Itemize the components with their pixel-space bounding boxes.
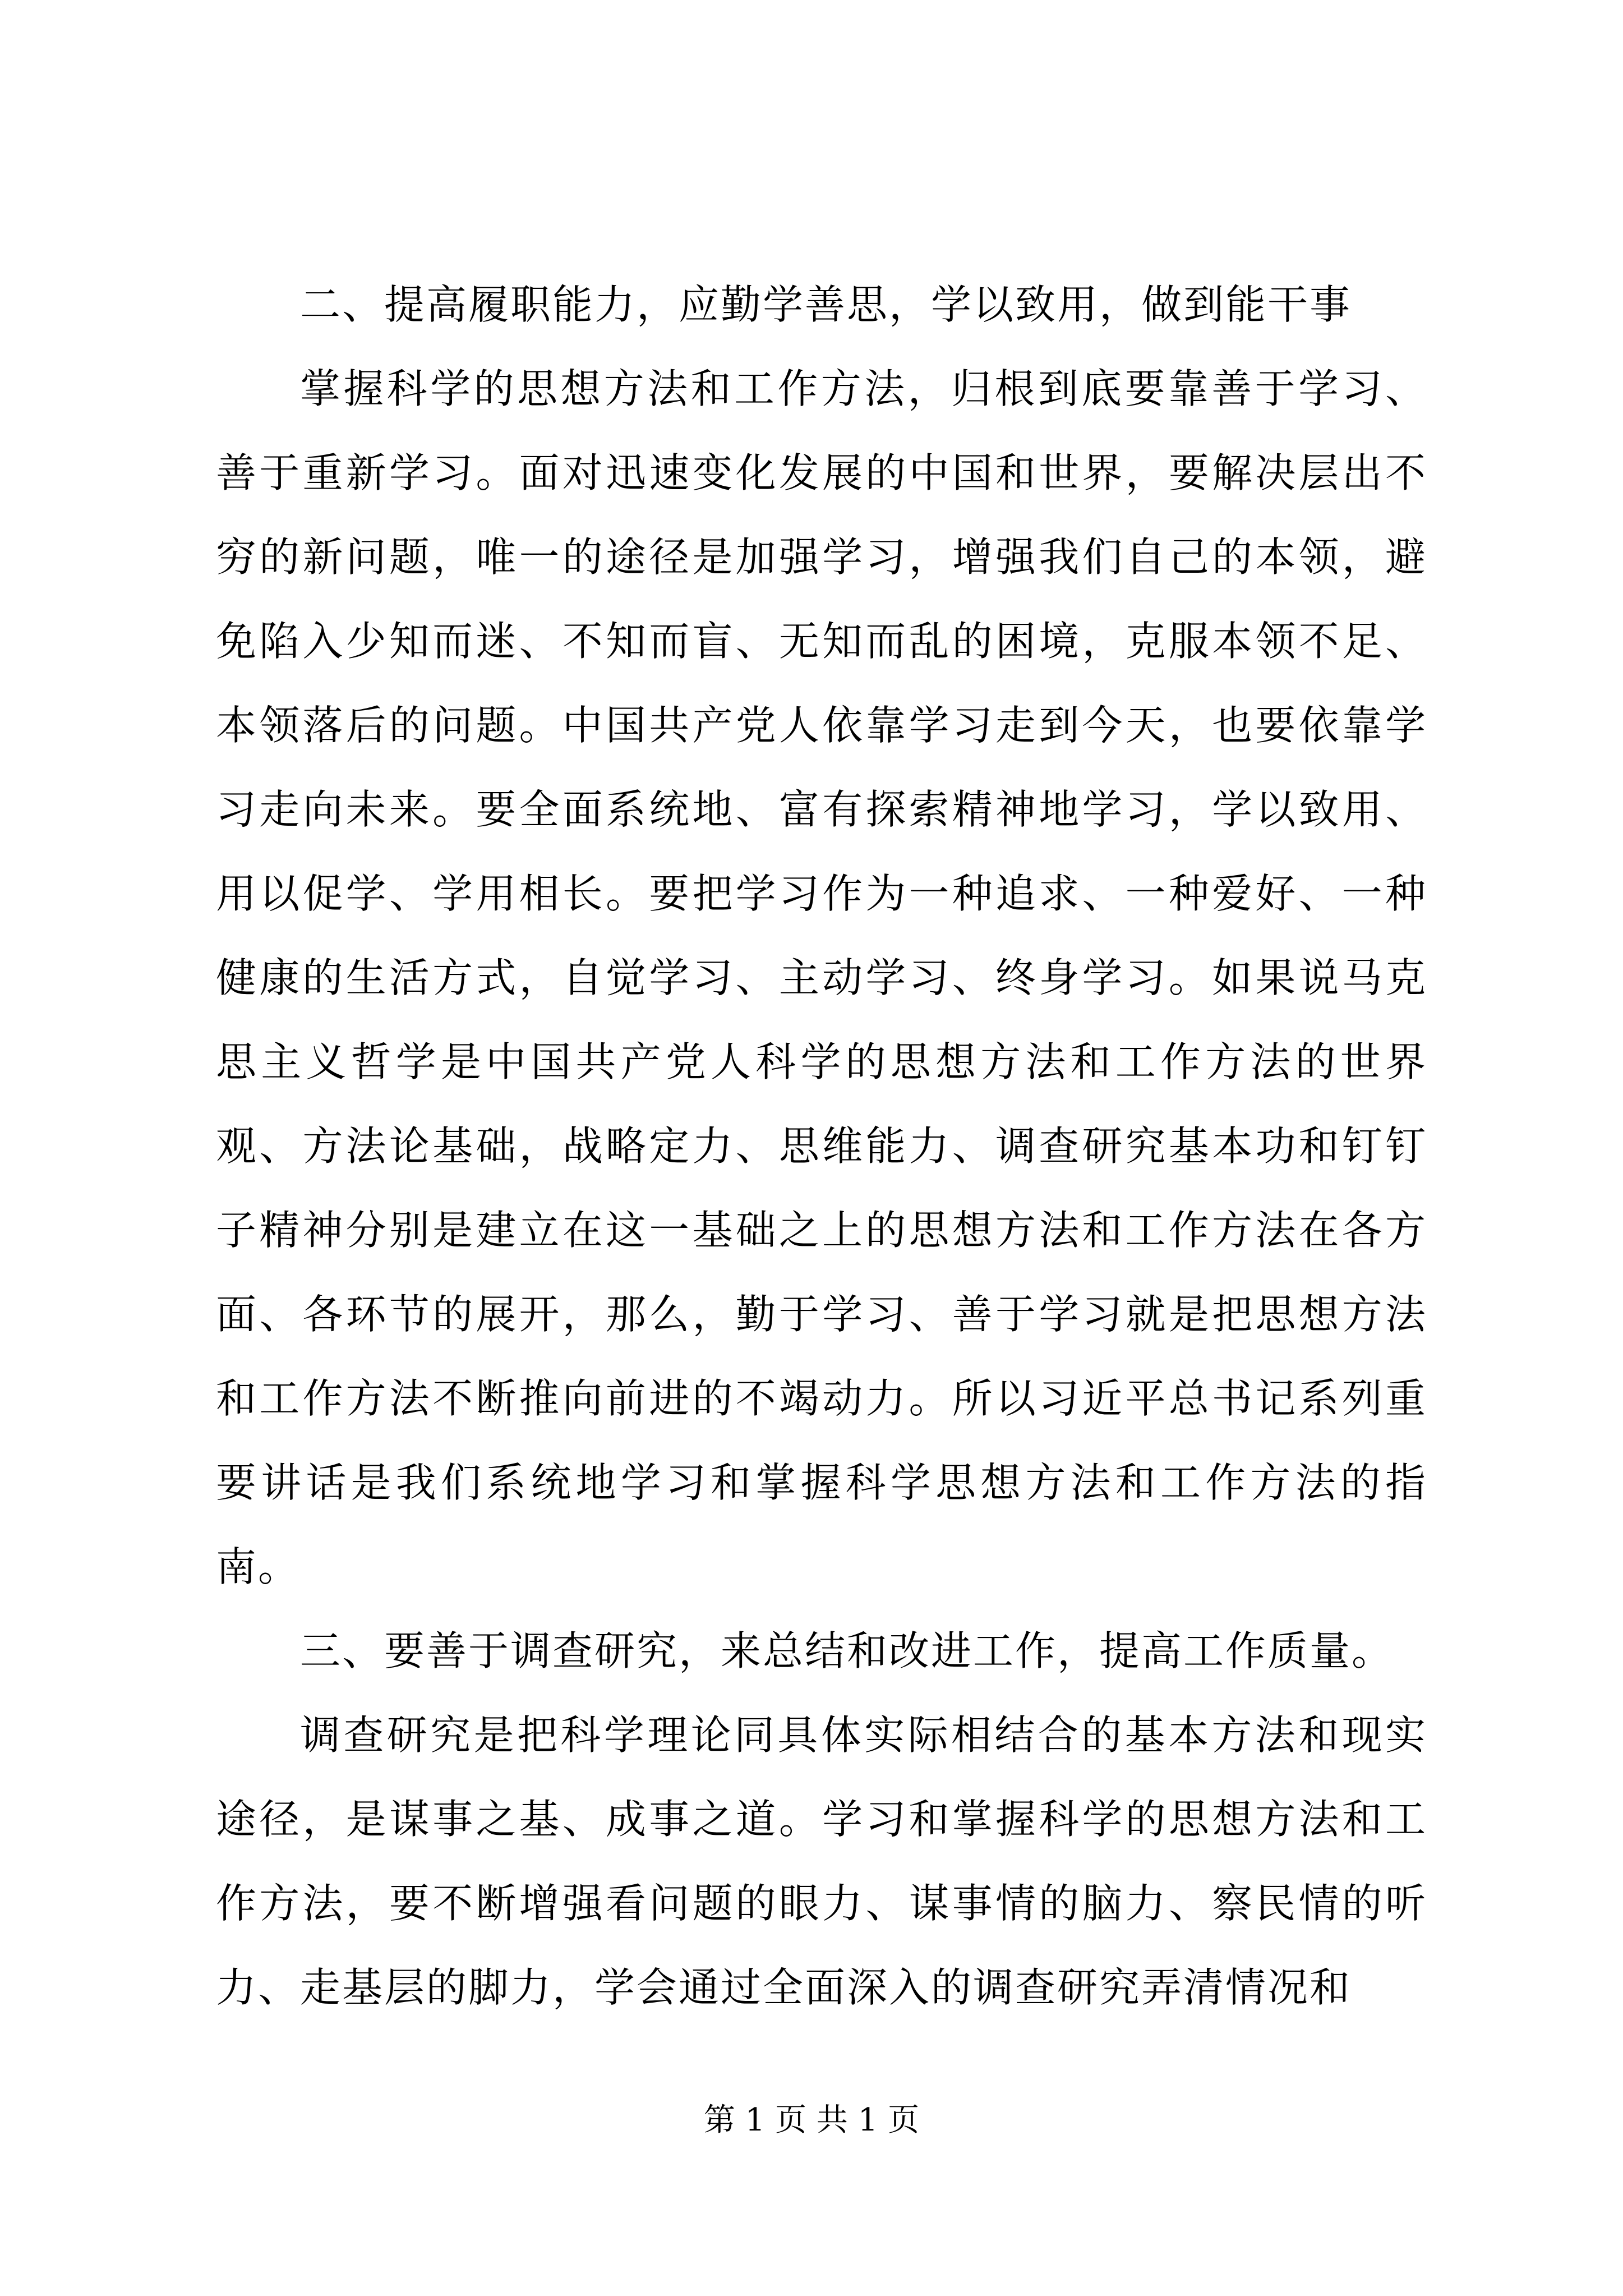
page-footer: 第 1 页 共 1 页 <box>703 2102 920 2138</box>
document-body <box>216 263 1427 2030</box>
heading-section-three: 三、要善于调查研究，来总结和改进工作，提高工作质量。 <box>300 1627 1394 1674</box>
paragraph-learning: 掌握科学的思想方法和工作方法，归根到底要靠善于学习、善于重新学习。面对迅速变化发展的中国和世界，要解决层出不穷的新问题，唯一的途径是加强学习，增强我们自己的本领，避免陷入少知而迷、不知而盲、无知而乱的困境，克服本领不足、本领落后的问题。中国共产党人依靠学习走到今天，也要依靠学习走向未来。要全面系统地、富有探索精神地学习，学以致用、用以促学、学用相长。要把学习作为一种追求、一种爱好、一种健康的生活方式，自觉学习、主动学习、终身学习。如果说马克思主义哲学是中国共产党人科学的思想方法和工作方法的世界观、方法论基础，战略定力、思维能力、调查研究基本功和钉钉子精神分别是建立在这一基础之上的思想方法和工作方法在各方面、各环节的展开，那么，勤于学习、善于学习就是把思想方法和工作方法不断推向前进的不竭动力。所以习近平总书记系列重要讲话是我们系统地学习和掌握科学思想方法和工作方法的指南。 <box>216 365 1427 1590</box>
heading-section-two: 二、提高履职能力，应勤学善思，学以致用，做到能干事 <box>300 281 1352 328</box>
paragraph-research: 调查研究是把科学理论同具体实际相结合的基本方法和现实途径，是谋事之基、成事之道。学习和掌握科学的思想方法和工作方法，要不断增强看问题的眼力、谋事情的脑力、察民情的听力、走基层的脚力，学会通过全面深入的调查研究弄清情况和 <box>216 1711 1427 2011</box>
